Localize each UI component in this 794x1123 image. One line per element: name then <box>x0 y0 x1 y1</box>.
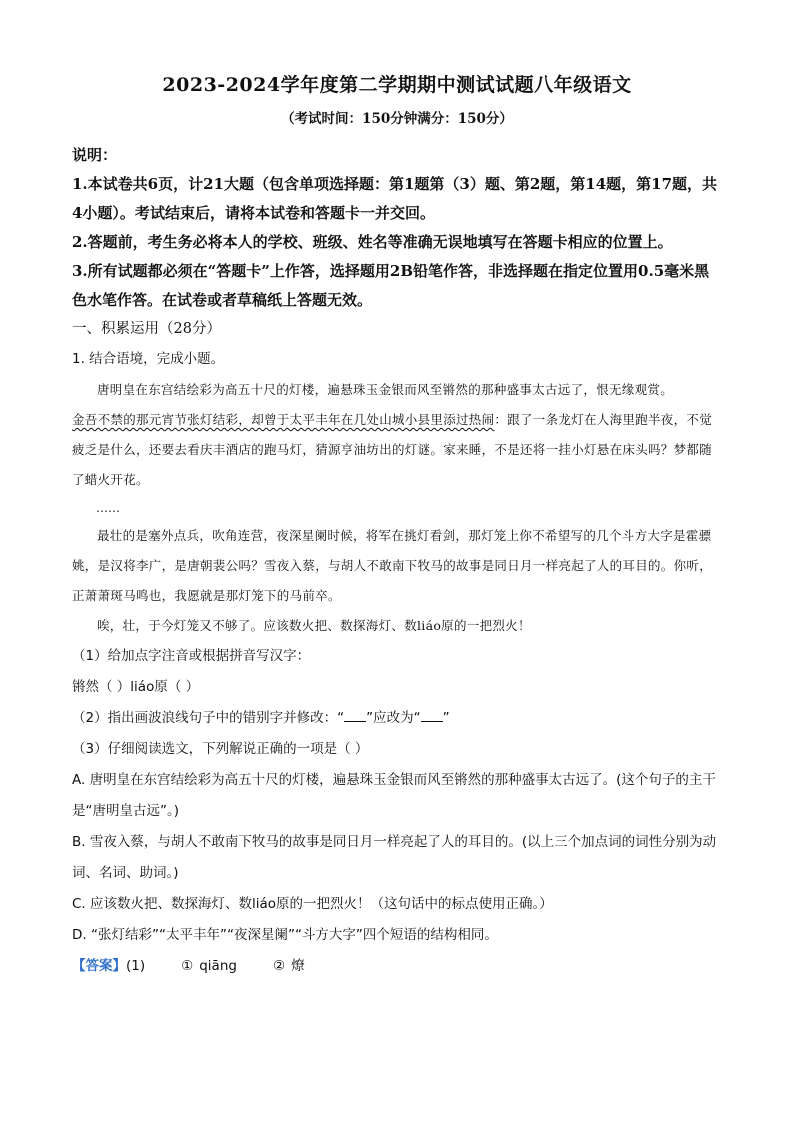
answer-2: 燎 <box>291 958 305 974</box>
instruction-item-2: 2.答题前，考生务必将本人的学校、班级、姓名等准确无误地填写在答题卡相应的位置上。 <box>72 233 673 251</box>
answer-line <box>72 951 722 982</box>
passage-paragraph-4: 唉，壮，于今灯笼又不够了。应该数火把、数探海灯、数liáo原的一把烈火！ <box>97 618 531 633</box>
passage-paragraph-1: 唐明皇在东宫结绘彩为高五十尺的灯楼，遍悬珠玉金银而风至锵然的那种盛事太古远了，恨无缘观赏。 <box>97 382 674 397</box>
passage-paragraph-2 <box>72 405 722 495</box>
subquestion-2-after: ” <box>442 710 450 726</box>
subquestion-2-middle: ”应改为“ <box>366 710 421 726</box>
circled-one-icon: ① <box>181 958 194 974</box>
option-a: A. 唐明皇在东宫结绘彩为高五十尺的灯楼，遍悬珠玉金银而风至锵然的那种盛事太古远了。(这个句子的主干是“唐明皇古远”。) <box>72 772 716 819</box>
exam-subtitle: （考试时间：150分钟满分：150分） <box>281 111 513 127</box>
instruction-item-1: 1.本试卷共6页，计21大题（包含单项选择题：第1题第（3）题、第2题，第14题，第17题，共4小题）。考试结束后，请将本试卷和答题卡一并交回。 <box>72 175 718 222</box>
section-heading: 一、积累运用（28分） <box>72 321 221 337</box>
passage-ellipsis: …… <box>96 501 120 515</box>
subquestion-2 <box>72 703 722 734</box>
subquestion-1-prompt: （1）给加点字注音或根据拼音写汉字： <box>72 648 311 664</box>
option-d: D. “张灯结彩”“太平丰年”“夜深星阑”“斗方大字”四个短语的结构相同。 <box>72 927 498 943</box>
answer-part: (1) <box>126 958 146 974</box>
passage-paragraph-2-rest: ：跟了一条龙灯在人海里跑半夜，不觉疲乏是什么，还要去看庆丰酒店的跑马灯，猜源亨油坊出的灯谜。家来睡，不是还将一挂小灯悬在床头吗？梦都随了蜡火开花。 <box>72 412 713 487</box>
circled-two-icon: ② <box>272 958 286 974</box>
wavy-underlined-sentence: 金吾不禁的那元宵节张灯结彩，却曾于太平丰年在几处山城小县里添过热闹 <box>72 412 495 427</box>
passage-paragraph-3: 最壮的是塞外点兵，吹角连营，夜深星阑时候，将军在挑灯看剑，那灯笼上你不希望写的几个斗方大字是霍骠姚，是汉将李广，是唐朝裴公吗？雪夜入蔡，与胡人不敢南下牧马的故事是同日月一样亮起了人的耳目的。你听，正萧萧斑马鸣也，我愿就是那灯笼下的马前卒。 <box>72 528 713 603</box>
option-b: B. 雪夜入蔡，与胡人不敢南下牧马的故事是同日月一样亮起了人的耳目的。(以上三个加点词的词性分别为动词、名词、助词。) <box>72 834 717 881</box>
blank-wrong-char[interactable] <box>344 709 366 722</box>
subquestion-1-items: 锵然（ ）liáo原（ ） <box>72 679 200 695</box>
blank-correct-char[interactable] <box>421 709 443 722</box>
instructions-label: 说明： <box>72 146 118 164</box>
subquestion-2-before: （2）指出画波浪线句子中的错别字并修改：“ <box>72 710 345 726</box>
answer-tag: 【答案】 <box>72 958 126 974</box>
answer-1: qiāng <box>199 958 237 974</box>
option-c: C. 应该数火把、数探海灯、数liáo原的一把烈火！（这句话中的标点使用正确。） <box>72 896 553 912</box>
question-1-stem: 1. 结合语境，完成小题。 <box>72 351 225 367</box>
subquestion-3-prompt: （3）仔细阅读选文，下列解说正确的一项是（ ） <box>72 741 369 757</box>
exam-title: 2023-2024学年度第二学期期中测试试题八年级语文 <box>162 74 632 96</box>
instruction-item-3: 3.所有试题都必须在“答题卡”上作答，选择题用2B铅笔作答，非选择题在指定位置用0.5毫米黑色水笔作答。在试卷或者草稿纸上答题无效。 <box>72 262 710 309</box>
